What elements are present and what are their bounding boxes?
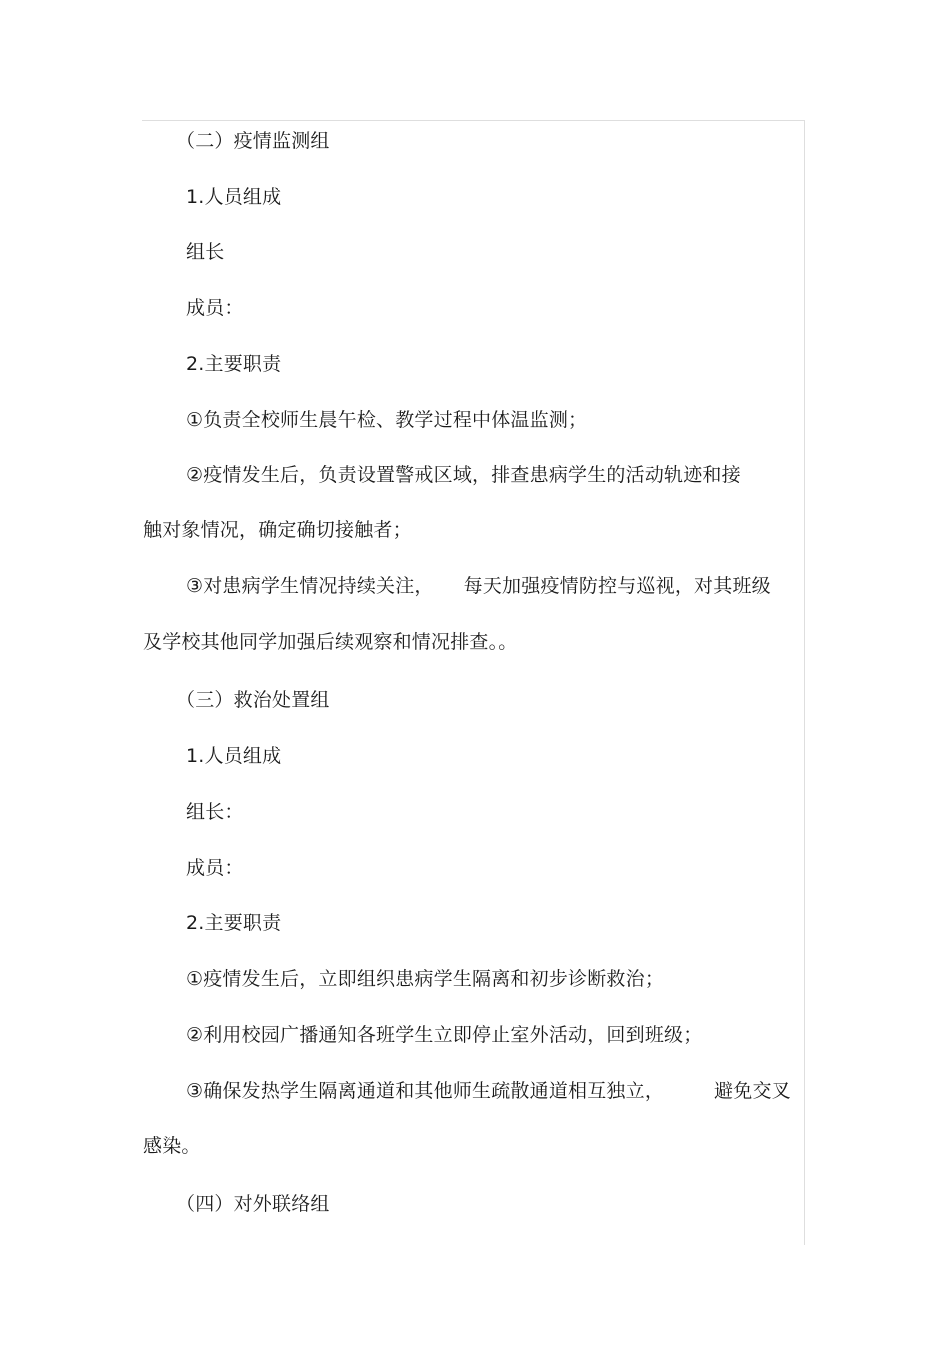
- sec2-duty-3-line-1: [186, 574, 771, 598]
- sec3-members: 成员：: [186, 857, 244, 879]
- sec2-duty-3-line-2: 及学校其他同学加强后续观察和情况排查。。: [143, 631, 518, 653]
- page-frame: [142, 120, 805, 1245]
- sec2-leader: 组长: [186, 241, 225, 263]
- sec3-duty-3-line-1: [186, 1079, 791, 1103]
- sec3-duty-3-part-2: 避免交叉: [714, 1080, 791, 1102]
- sec3-duty-3-part-1: ③确保发热学生隔离通道和其他师生疏散通道相互独立，: [186, 1080, 665, 1102]
- sec3-duties-heading: 2.主要职责: [186, 912, 282, 934]
- sec2-duties-heading: 2.主要职责: [186, 353, 282, 375]
- sec2-duty-1: ①负责全校师生晨午检、教学过程中体温监测；: [186, 409, 588, 431]
- section-3-title: （三）救治处置组: [176, 689, 330, 711]
- sec2-members: 成员：: [186, 297, 244, 319]
- section-4-title: （四）对外联络组: [176, 1193, 330, 1215]
- sec2-members-heading: 1.人员组成: [186, 186, 282, 208]
- section-2-title: （二）疫情监测组: [176, 130, 330, 152]
- sec2-duty-2-line-2: 触对象情况，确定确切接触者；: [143, 519, 412, 541]
- sec3-leader: 组长：: [186, 801, 244, 823]
- sec3-duty-3-line-2: 感染。: [143, 1135, 201, 1157]
- sec3-duty-1: ①疫情发生后，立即组织患病学生隔离和初步诊断救治；: [186, 968, 665, 990]
- sec3-members-heading: 1.人员组成: [186, 745, 282, 767]
- sec3-duty-2: ②利用校园广播通知各班学生立即停止室外活动，回到班级；: [186, 1024, 703, 1046]
- sec2-duty-3-part-1: ③对患病学生情况持续关注，: [186, 575, 434, 597]
- sec2-duty-2-line-1: ②疫情发生后，负责设置警戒区域，排查患病学生的活动轨迹和接: [186, 464, 741, 486]
- sec2-duty-3-part-2: 每天加强疫情防控与巡视，对其班级: [463, 575, 771, 597]
